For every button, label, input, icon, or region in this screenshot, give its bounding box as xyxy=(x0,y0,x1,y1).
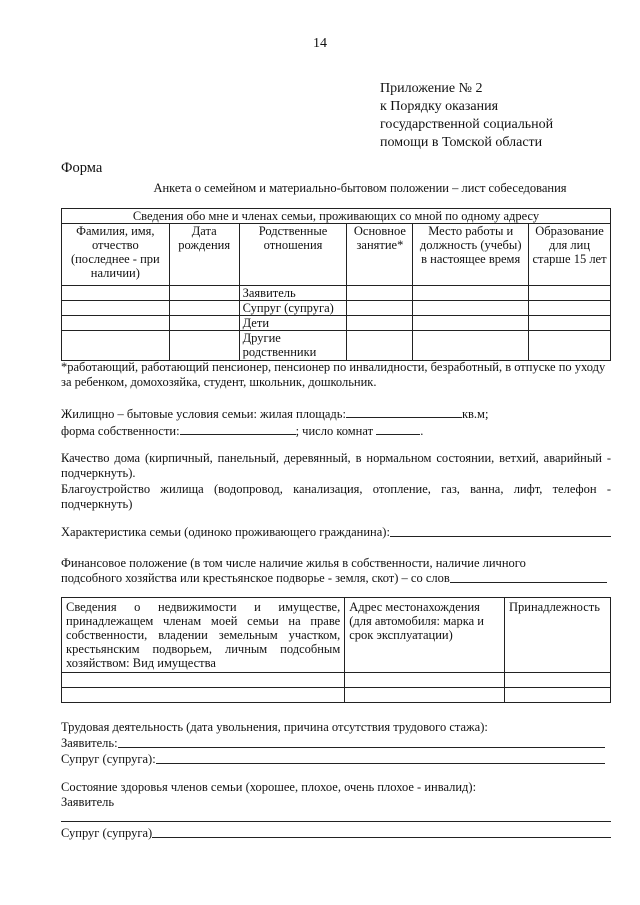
labor-title: Трудовая деятельность (дата увольнения, причина отсутствия трудового стажа): xyxy=(61,720,488,734)
table-row xyxy=(62,331,611,361)
family-characteristic-line xyxy=(61,525,611,540)
cell-property[interactable] xyxy=(62,688,345,703)
appendix-line: помощи в Томской области xyxy=(380,135,543,150)
rooms-count-field[interactable] xyxy=(376,423,420,435)
housing-area-line xyxy=(61,406,488,422)
ownership-label: форма собственности: xyxy=(61,424,180,438)
cell-education[interactable] xyxy=(529,301,611,316)
table-row xyxy=(62,316,611,331)
relation-applicant: Заявитель xyxy=(239,286,347,301)
labor-applicant-line xyxy=(61,736,605,751)
cell-workplace[interactable] xyxy=(413,301,529,316)
family-characteristic-field[interactable] xyxy=(390,525,611,537)
health-applicant-label: Заявитель xyxy=(61,795,115,809)
table-row xyxy=(62,301,611,316)
table-row xyxy=(62,286,611,301)
cell-birthdate[interactable] xyxy=(169,286,239,301)
cell-fullname[interactable] xyxy=(62,286,170,301)
labor-spouse-field[interactable] xyxy=(156,752,605,764)
header-relation: Родственные отношения xyxy=(239,224,347,286)
header-education: Образование для лиц старше 15 лет xyxy=(529,224,611,286)
rooms-label: ; число комнат xyxy=(295,424,374,438)
cell-education[interactable] xyxy=(529,316,611,331)
page-number: 14 xyxy=(313,36,327,51)
property-table xyxy=(61,597,611,703)
cell-birthdate[interactable] xyxy=(169,301,239,316)
relation-spouse: Супруг (супруга) xyxy=(239,301,347,316)
family-table-caption: Сведения обо мне и членах семьи, проживающих со мной по одному адресу xyxy=(62,209,611,224)
cell-education[interactable] xyxy=(529,331,611,361)
cell-education[interactable] xyxy=(529,286,611,301)
form-label: Форма xyxy=(61,160,103,176)
header-occupation: Основное занятие* xyxy=(347,224,413,286)
financial-line-2 xyxy=(61,571,607,586)
housing-area-label: Жилищно – бытовые условия семьи: жилая площадь: xyxy=(61,407,346,421)
family-characteristic-label: Характеристика семьи (одиноко проживающего гражданина): xyxy=(61,525,390,539)
labor-spouse-label: Супруг (супруга): xyxy=(61,752,156,766)
cell-occupation[interactable] xyxy=(347,286,413,301)
cell-occupation[interactable] xyxy=(347,331,413,361)
rooms-end: . xyxy=(420,424,424,438)
health-spouse-label: Супруг (супруга) xyxy=(61,826,153,840)
cell-occupation[interactable] xyxy=(347,301,413,316)
appendix-block xyxy=(380,80,553,152)
property-header-address: Адрес местонахождения (для автомобиля: марка и срок эксплуатации) xyxy=(345,598,505,673)
financial-field[interactable] xyxy=(450,571,607,583)
cell-workplace[interactable] xyxy=(413,316,529,331)
relation-children: Дети xyxy=(239,316,347,331)
financial-label: подсобного хозяйства или крестьянское подворье - земля, скот) – со слов xyxy=(61,571,450,585)
header-workplace: Место работы и должность (учебы) в настоящее время xyxy=(413,224,529,286)
health-applicant-field[interactable] xyxy=(61,821,611,822)
cell-birthdate[interactable] xyxy=(169,331,239,361)
financial-line-1: Финансовое положение (в том числе наличие жилья в собственности, наличие личного xyxy=(61,556,526,570)
table-row xyxy=(62,673,611,688)
house-quality: Качество дома (кирпичный, панельный, деревянный, в нормальном состоянии, ветхий, аварийный - подчеркнуть). xyxy=(61,451,611,480)
cell-workplace[interactable] xyxy=(413,331,529,361)
table-row xyxy=(62,688,611,703)
relation-other: Другие родственники xyxy=(239,331,347,361)
health-title: Состояние здоровья членов семьи (хорошее, плохое, очень плохое - инвалид): xyxy=(61,780,477,794)
cell-owner[interactable] xyxy=(505,688,611,703)
cell-property[interactable] xyxy=(62,673,345,688)
property-header-type: Сведения о недвижимости и имуществе, принадлежащем членам моей семьи на праве собственности, владении земельным участком, крестьянским подворьем, личным подсобным хозяйством: Вид имущества xyxy=(62,598,345,673)
health-spouse-field[interactable] xyxy=(152,826,611,838)
family-table xyxy=(61,208,611,361)
housing-area-unit: кв.м; xyxy=(461,407,489,421)
living-area-field[interactable] xyxy=(346,406,462,418)
health-spouse-line xyxy=(61,826,611,841)
cell-fullname[interactable] xyxy=(62,316,170,331)
header-fullname: Фамилия, имя, отчество (последнее - при наличии) xyxy=(62,224,170,286)
labor-applicant-field[interactable] xyxy=(118,736,605,748)
appendix-line: Приложение № 2 xyxy=(380,81,483,96)
property-header-owner: Принадлежность xyxy=(505,598,611,673)
form-subtitle: Анкета о семейном и материально-бытовом положении – лист собеседования xyxy=(153,181,567,195)
occupation-footnote: *работающий, работающий пенсионер, пенсионер по инвалидности, безработный, в отпуске по уходу за ребенком, домохозяйка, студент, школьник, дошкольник. xyxy=(61,360,606,389)
cell-address[interactable] xyxy=(345,688,505,703)
cell-address[interactable] xyxy=(345,673,505,688)
labor-spouse-line xyxy=(61,752,605,767)
house-amenities: Благоустройство жилища (водопровод, канализация, отопление, газ, ванна, лифт, телефон - подчеркнуть) xyxy=(61,482,611,511)
housing-ownership-line xyxy=(61,423,423,439)
cell-birthdate[interactable] xyxy=(169,316,239,331)
cell-workplace[interactable] xyxy=(413,286,529,301)
ownership-field[interactable] xyxy=(180,423,296,435)
cell-fullname[interactable] xyxy=(62,301,170,316)
appendix-line: к Порядку оказания xyxy=(380,99,499,114)
cell-owner[interactable] xyxy=(505,673,611,688)
labor-applicant-label: Заявитель: xyxy=(61,736,118,750)
header-birthdate: Дата рождения xyxy=(169,224,239,286)
appendix-line: государственной социальной xyxy=(380,117,554,132)
cell-fullname[interactable] xyxy=(62,331,170,361)
cell-occupation[interactable] xyxy=(347,316,413,331)
